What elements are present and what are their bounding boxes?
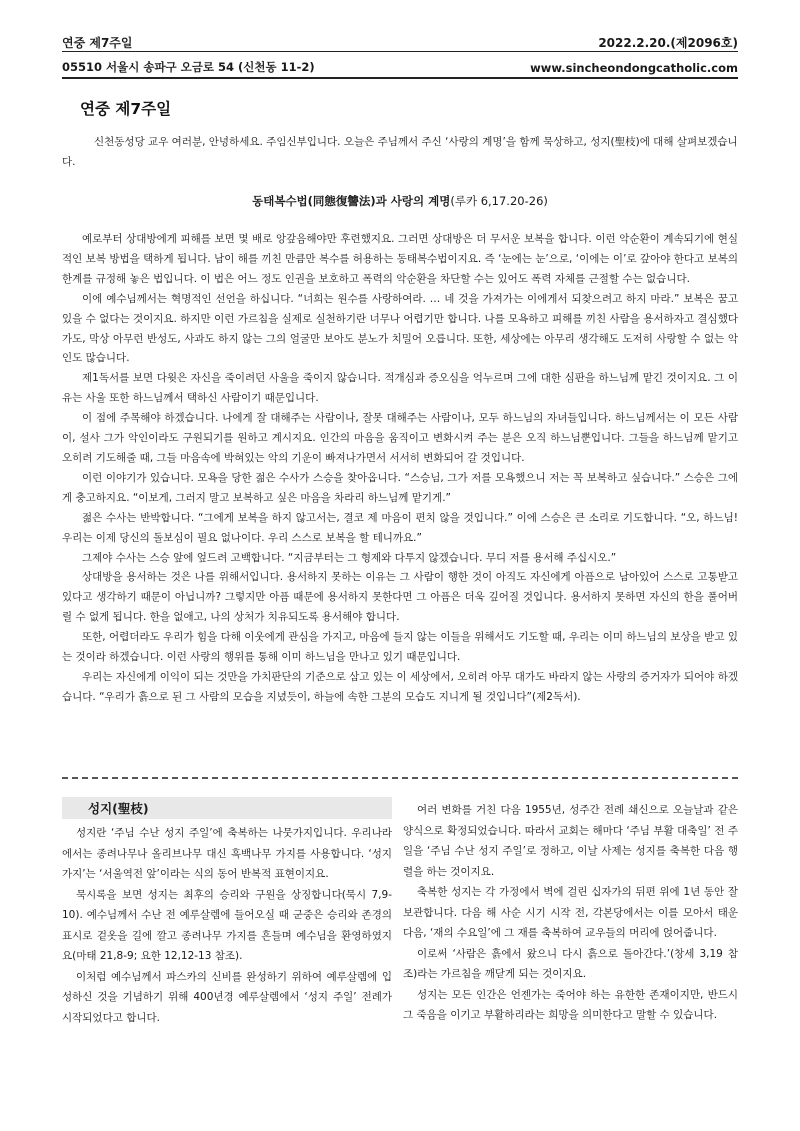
box-right-column — [403, 800, 738, 1026]
body-paragraph: 예로부터 상대방에게 피해를 보면 몇 배로 앙갚음해야만 후련했지요. 그러면 상대방은 더 무서운 보복을 합니다. 이런 악순환이 계속되기에 현실적인 보복 방법을 택하게 됩니다. 남이 해를 끼친 만큼만 복수를 허용하는 동태복수법이지요. 즉 ‘눈에는 눈’으로, ‘이에는 이’로 갚아야 한다고 보복의 한계를 규정해 놓은 법입니다. 이 법은 어느 정도 인권을 보호하고 폭력의 악순환을 차단할 수는 있어도 폭력 자체를 근절할 수는 없습니다. — [62, 233, 738, 285]
box-left-column — [62, 823, 392, 1028]
section-heading-text: 동태복수법(同態復讐法)과 사랑의 계명 — [252, 194, 451, 208]
body-paragraph: 상대방을 용서하는 것은 나를 위해서입니다. 용서하지 못하는 이유는 그 사람이 행한 것이 아직도 자신에게 아픔으로 남아있어 스스로 고통받고 있다고 생각하기 때문이 아닙니까? 그렇지만 아픔 때문에 용서하지 못한다면 그 아픔은 더욱 깊어질 것입니다. 용서하지 못하면 자신의 한을 풀어버릴 수 없게 됩니다. 한을 없애고, 나의 상처가 치유되도록 용서해야 합니다. — [62, 571, 738, 624]
box-paragraph: 묵시록을 보면 성지는 최후의 승리와 구원을 상징합니다(묵시 7,9-10). 예수님께서 수난 전 예루살렘에 들어오실 때 군중은 승리와 존경의 표시로 겉옷을 길에 깔고 종려나무 가지를 흔들며 예수님을 환영하였지요(마태 21,8-9; 요한 12,12-13 참조). — [62, 888, 392, 962]
body-paragraph: 이에 예수님께서는 혁명적인 선언을 하십니다. “너희는 원수를 사랑하여라. … 네 것을 가져가는 이에게서 되찾으려고 하지 마라.” 보복은 꿈고 있을 수 없다는 것이지요. 하지만 이런 가르침을 실제로 실천하기란 너무나 어렵기만 합니다. 나를 모욕하고 피해를 끼친 사람을 용서하자고 결심했다가도, 막상 아무런 반성도, 사과도 하지 않는 그의 얼굴만 보아도 분노가 치밀어 오릅니다. 또한, 세상에는 아무리 생각해도 도저히 사랑할 수 없는 악인도 많습니다. — [62, 292, 738, 365]
bulletin-subheader — [62, 57, 738, 75]
bulletin-header — [62, 33, 738, 52]
page-title: 연중 제7주일 — [80, 100, 172, 118]
body-paragraph: 또한, 어렵더라도 우리가 힘을 다해 이웃에게 관심을 가지고, 마음에 들지 않는 이들을 위해서도 기도할 때, 우리는 이미 하느님의 보상을 받고 있는 것이라 하겠습니다. 이런 사랑의 행위를 통해 이미 하느님을 만나고 있기 때문입니다. — [62, 631, 738, 664]
section-heading — [62, 193, 738, 209]
header-address: 05510 서울시 송파구 오금로 54 (신천동 11-2) — [62, 60, 315, 74]
header-website[interactable]: www.sincheondongcatholic.com — [530, 61, 738, 75]
box-paragraph: 성지는 모든 인간은 언젠가는 죽어야 하는 유한한 존재이지만, 반드시 그 죽음을 이기고 부활하리라는 희망을 의미한다고 말할 수 있습니다. — [403, 988, 738, 1021]
header-date: 2022.2.20.(제2096호) — [598, 36, 738, 50]
body-paragraph: 젊은 수사는 반박합니다. “그에게 보복을 하지 않고서는, 결코 제 마음이 편치 않을 것입니다.” 이에 스승은 큰 소리로 기도합니다. “오, 하느님! 우리는 이제 당신의 돌보심이 필요 없나이다. 우리 스스로 보복을 할 테니까요.” — [62, 511, 738, 544]
box-paragraph: 이로써 ‘사람은 흙에서 왔으니 다시 흙으로 돌아간다.’(창세 3,19 참조)라는 가르침을 깨닫게 되는 것이지요. — [403, 947, 738, 980]
box-paragraph: 성지란 ‘주님 수난 성지 주일’에 축복하는 나뭇가지입니다. 우리나라에서는 종려나무나 올리브나무 대신 흑백나무 가지를 사용합니다. ‘성지가지’는 ‘서울역전 앞’이라는 식의 동어 반복적 표현이지요. — [62, 827, 392, 880]
box-paragraph: 여러 변화를 거친 다음 1955년, 성주간 전례 쇄신으로 오늘날과 같은 양식으로 확정되었습니다. 따라서 교회는 해마다 ‘주님 부활 대축일’ 전 주일을 ‘주님 수난 성지 주일’로 정하고, 이날 사제는 성지를 축복한 다음 행렬을 하는 것이지요. — [403, 804, 738, 878]
box-paragraph: 이처럼 예수님께서 파스카의 신비를 완성하기 위하여 예루살렘에 입성하신 것을 기념하기 위해 400년경 예루살렘에서 ‘성지 주일’ 전례가 시작되었다고 합니다. — [62, 970, 392, 1024]
body-paragraph: 제1독서를 보면 다윗은 자신을 죽이려던 사울을 죽이지 않습니다. 적개심과 증오심을 억누르며 그에 대한 심판을 하느님께 맡긴 것이지요. 그 이유는 사울 또한 하느님께서 택하신 사람이기 때문입니다. — [62, 372, 738, 405]
body-paragraph: 그제야 수사는 스승 앞에 엎드려 고백합니다. “지금부터는 그 형제와 다투지 않겠습니다. 무디 저를 용서해 주십시오.” — [82, 551, 617, 564]
header-rule — [62, 77, 738, 79]
header-issue-title: 연중 제7주일 — [62, 36, 133, 50]
homily-body — [62, 230, 738, 708]
section-scripture-ref: (루카 6,17.20-26) — [450, 194, 548, 208]
body-paragraph: 이 점에 주목해야 하겠습니다. 나에게 잘 대해주는 사람이나, 잘못 대해주는 사람이나, 모두 하느님의 자녀들입니다. 하느님께서는 이 모든 사람이, 설사 그가 악인이라도 구원되기를 원하고 계시지요. 인간의 마음을 움직이고 변화시켜 주는 분은 오직 하느님뿐입니다. 그들을 하느님께 맡기고 오히려 기도해줄 때, 그들 마음속에 박혀있는 악의 기운이 빠져나가면서 서서히 변화되어 갈 것입니다. — [62, 412, 738, 464]
body-paragraph: 우리는 자신에게 이익이 되는 것만을 가치판단의 기준으로 삼고 있는 이 세상에서, 오히려 아무 대가도 바라지 않는 사랑의 증거자가 되어야 하겠습니다. “우리가 흙으로 된 그 사람의 모습을 지녔듯이, 하늘에 속한 그분의 모습도 지니게 될 것입니다”(제2독서). — [62, 670, 738, 703]
box-paragraph: 축복한 성지는 각 가정에서 벽에 걸린 십자가의 뒤편 위에 1년 동안 잘 보관합니다. 다음 해 사순 시기 시작 전, 각본당에서는 이를 모아서 태운 다음, ‘재의 수요일’에 그 재를 축복하여 교우들의 머리에 얹어줍니다. — [403, 886, 738, 939]
intro-paragraph: 신천동성당 교우 여러분, 안녕하세요. 주임신부입니다. 오늘은 주님께서 주신 ‘사랑의 계명’을 함께 묵상하고, 성지(聖枝)에 대해 살펴보겠습니다. — [62, 136, 738, 168]
section-divider — [62, 777, 738, 779]
box-title: 성지(聖枝) — [62, 797, 392, 819]
body-paragraph: 이런 이야기가 있습니다. 모욕을 당한 젊은 수사가 스승을 찾아옵니다. “스승님, 그가 저를 모욕했으니 저는 꼭 보복하고 싶습니다.” 스승은 그에게 충고하지요. “이보게, 그러지 말고 보복하고 싶은 마음을 차라리 하느님께 맡기게.” — [62, 471, 738, 504]
